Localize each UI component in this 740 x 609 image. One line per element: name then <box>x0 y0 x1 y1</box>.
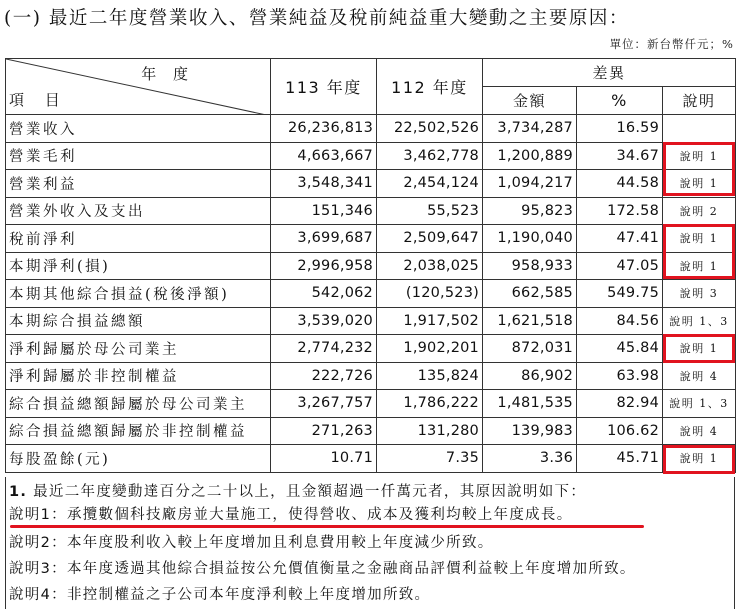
row-amount: 1,481,535 <box>483 390 577 418</box>
row-item: 營業外收入及支出 <box>6 197 271 225</box>
row-note: 說明 3 <box>663 280 736 308</box>
unit-label: 單位：新台幣仟元；% <box>609 37 734 51</box>
row-note: 說明 1 <box>663 335 736 363</box>
row-note: 說明 1 <box>663 142 736 170</box>
notes-intro-text: 最近二年度變動達百分之二十以上，且金額超過一仟萬元者，其原因說明如下： <box>33 484 587 500</box>
row-note: 說明 4 <box>663 417 736 445</box>
row-pct: 47.05 <box>577 252 663 280</box>
year-header-label: 年 度 <box>141 65 194 83</box>
row-item: 稅前淨利 <box>6 225 271 253</box>
table-row <box>6 170 736 198</box>
row-113: 2,996,958 <box>271 252 377 280</box>
row-amount: 662,585 <box>483 280 577 308</box>
row-pct: 47.41 <box>577 225 663 253</box>
row-note: 說明 1、3 <box>663 307 736 335</box>
table-row <box>6 390 736 418</box>
row-note <box>663 115 736 143</box>
row-item: 營業利益 <box>6 170 271 198</box>
notes-intro-number: 1. <box>9 484 28 500</box>
row-amount: 872,031 <box>483 335 577 363</box>
table-row <box>6 142 736 170</box>
note-text: ：本年度透過其他綜合損益按公允價值衡量之金融商品評價利益較上年度增加所致。 <box>51 561 636 577</box>
row-112: 2,509,647 <box>377 225 483 253</box>
note-label: 說明 <box>9 535 41 551</box>
row-112: 2,454,124 <box>377 170 483 198</box>
row-113: 3,699,687 <box>271 225 377 253</box>
row-112: 135,824 <box>377 362 483 390</box>
row-pct: 84.56 <box>577 307 663 335</box>
diff-group-header: 差異 <box>483 59 736 87</box>
row-item: 淨利歸屬於母公司業主 <box>6 335 271 363</box>
row-112: 2,038,025 <box>377 252 483 280</box>
row-item: 本期綜合損益總額 <box>6 307 271 335</box>
note-number: 1 <box>40 507 52 523</box>
row-note: 說明 1 <box>663 252 736 280</box>
row-113: 4,663,667 <box>271 142 377 170</box>
row-amount: 95,823 <box>483 197 577 225</box>
note-text: ：承攬數個科技廠房並大量施工，使得營收、成本及獲利均較上年度成長。 <box>51 507 573 523</box>
row-113: 3,267,757 <box>271 390 377 418</box>
row-113: 3,539,020 <box>271 307 377 335</box>
row-pct: 549.75 <box>577 280 663 308</box>
table-row <box>6 362 736 390</box>
row-note: 說明 4 <box>663 362 736 390</box>
row-item: 本期淨利(損) <box>6 252 271 280</box>
row-note: 說明 1 <box>663 225 736 253</box>
row-112: (120,523) <box>377 280 483 308</box>
row-pct: 106.62 <box>577 417 663 445</box>
row-amount: 1,200,889 <box>483 142 577 170</box>
note-item-1 <box>9 503 573 524</box>
table-row <box>6 197 736 225</box>
row-amount: 958,933 <box>483 252 577 280</box>
table-row <box>6 445 736 473</box>
row-112: 7.35 <box>377 445 483 473</box>
row-113: 3,548,341 <box>271 170 377 198</box>
table-row <box>6 307 736 335</box>
row-pct: 34.67 <box>577 142 663 170</box>
diff-note-header: 說明 <box>663 87 736 115</box>
row-112: 1,786,222 <box>377 390 483 418</box>
note-label: 說明 <box>9 507 41 523</box>
note-number: 3 <box>40 561 52 577</box>
row-pct: 16.59 <box>577 115 663 143</box>
row-pct: 63.98 <box>577 362 663 390</box>
row-item: 本期其他綜合損益(稅後淨額) <box>6 280 271 308</box>
row-pct: 82.94 <box>577 390 663 418</box>
row-113: 10.71 <box>271 445 377 473</box>
note-number: 4 <box>40 587 52 603</box>
note-item-3 <box>9 557 636 578</box>
table-row <box>6 280 736 308</box>
row-113: 2,774,232 <box>271 335 377 363</box>
row-note: 說明 1 <box>663 445 736 473</box>
row-112: 1,902,201 <box>377 335 483 363</box>
col-113-header: 113 年度 <box>271 59 377 115</box>
row-note: 說明 1、3 <box>663 390 736 418</box>
row-item: 淨利歸屬於非控制權益 <box>6 362 271 390</box>
col-112-header: 112 年度 <box>377 59 483 115</box>
row-112: 55,523 <box>377 197 483 225</box>
row-amount: 139,983 <box>483 417 577 445</box>
row-pct: 45.84 <box>577 335 663 363</box>
diff-amount-header: 金額 <box>483 87 577 115</box>
row-item: 營業毛利 <box>6 142 271 170</box>
row-amount: 1,621,518 <box>483 307 577 335</box>
row-note: 說明 1 <box>663 170 736 198</box>
row-pct: 44.58 <box>577 170 663 198</box>
note-1-red-underline <box>10 525 644 528</box>
row-item: 綜合損益總額歸屬於母公司業主 <box>6 390 271 418</box>
row-112: 3,462,778 <box>377 142 483 170</box>
table-row <box>6 335 736 363</box>
row-113: 542,062 <box>271 280 377 308</box>
notes-section <box>5 477 735 609</box>
row-item: 綜合損益總額歸屬於非控制權益 <box>6 417 271 445</box>
row-112: 131,280 <box>377 417 483 445</box>
row-amount: 1,190,040 <box>483 225 577 253</box>
row-113: 222,726 <box>271 362 377 390</box>
row-amount: 1,094,217 <box>483 170 577 198</box>
row-amount: 3,734,287 <box>483 115 577 143</box>
note-label: 說明 <box>9 561 41 577</box>
row-113: 151,346 <box>271 197 377 225</box>
row-112: 22,502,526 <box>377 115 483 143</box>
row-112: 1,917,502 <box>377 307 483 335</box>
section-title: (一) 最近二年度營業收入、營業純益及稅前純益重大變動之主要原因： <box>4 8 629 29</box>
table-row <box>6 225 736 253</box>
table-row <box>6 417 736 445</box>
diagonal-header-cell <box>6 59 271 115</box>
note-item-2 <box>9 531 494 552</box>
item-header-label: 項 目 <box>9 91 68 109</box>
row-note: 說明 2 <box>663 197 736 225</box>
row-113: 26,236,813 <box>271 115 377 143</box>
row-item: 每股盈餘(元) <box>6 445 271 473</box>
note-label: 說明 <box>9 587 41 603</box>
table-row <box>6 115 736 143</box>
row-amount: 3.36 <box>483 445 577 473</box>
notes-intro <box>9 480 586 501</box>
note-text: ：本年度股利收入較上年度增加且利息費用較上年度減少所致。 <box>51 535 494 551</box>
note-number: 2 <box>40 535 52 551</box>
table-row <box>6 252 736 280</box>
note-item-4 <box>9 583 430 604</box>
row-pct: 172.58 <box>577 197 663 225</box>
financial-comparison-table <box>5 58 736 473</box>
diff-pct-header: % <box>577 87 663 115</box>
note-text: ：非控制權益之子公司本年度淨利較上年度增加所致。 <box>51 587 431 603</box>
row-amount: 86,902 <box>483 362 577 390</box>
row-item: 營業收入 <box>6 115 271 143</box>
row-113: 271,263 <box>271 417 377 445</box>
row-pct: 45.71 <box>577 445 663 473</box>
